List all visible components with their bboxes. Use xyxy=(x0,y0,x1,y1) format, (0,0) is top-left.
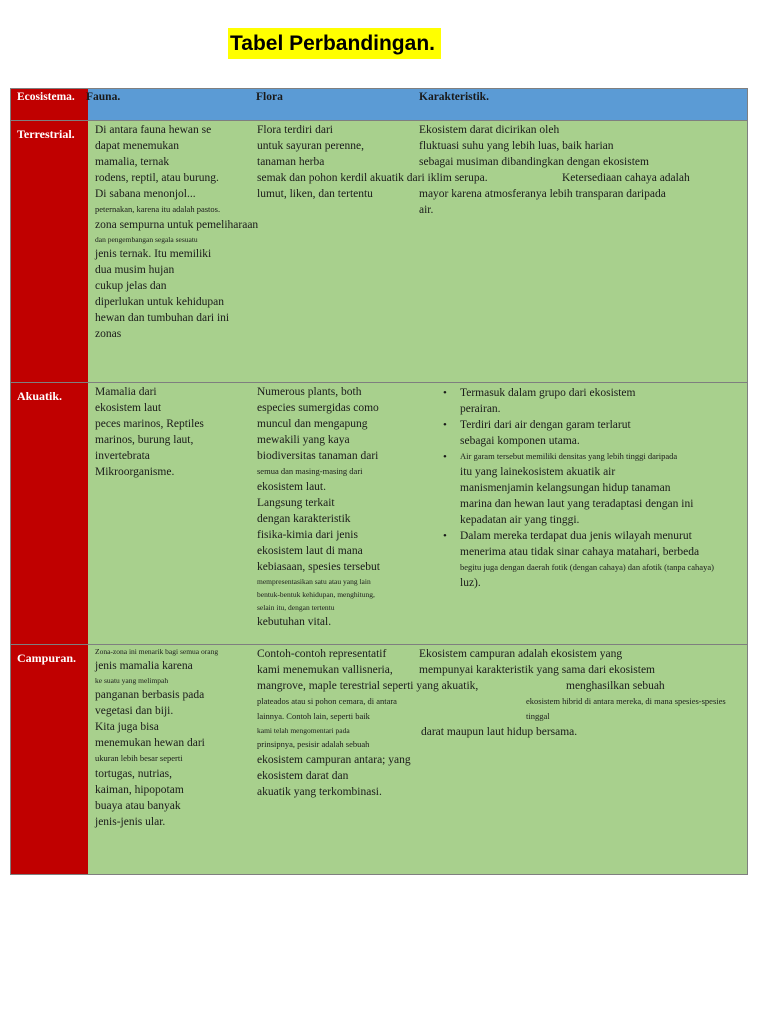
text-line: akuatik yang terkombinasi. xyxy=(257,786,382,798)
text-line: kaiman, hipopotam xyxy=(95,784,184,796)
text-line: mempunyai karakteristik yang sama dari ekosistem xyxy=(419,664,656,676)
text-line: Ekosistem campuran adalah ekosistem yang xyxy=(419,648,623,660)
text-line: untuk sayuran perenne, xyxy=(257,140,364,152)
text-line: ekosistem darat dan xyxy=(257,770,349,782)
text-line: • Terdiri dari air dengan garam terlarut xyxy=(460,419,631,431)
campuran-fauna-text xyxy=(95,645,218,830)
text-line: Ketersediaan cahaya adalah xyxy=(562,172,690,184)
text-line: Di sabana menonjol... xyxy=(95,188,196,200)
text-line: zona sempurna untuk pemeliharaan xyxy=(95,219,259,231)
text-line: tanaman herba xyxy=(257,156,325,168)
bullet-item xyxy=(438,385,714,417)
text-line: ke suatu yang melimpah xyxy=(95,676,169,685)
text-line: biodiversitas tanaman dari xyxy=(257,450,379,462)
terrestrial-karakteristik-text xyxy=(419,122,690,218)
text-line: ekosistem laut di mana xyxy=(257,545,363,557)
text-line: mewakili yang kaya xyxy=(257,434,350,446)
header-flora xyxy=(250,88,414,121)
text-line: mayor karena atmosferanya lebih transparan daripada xyxy=(419,188,666,200)
text-line: kebutuhan vital. xyxy=(257,616,332,628)
text-line: hewan dan tumbuhan dari ini xyxy=(95,312,230,324)
text-line: cukup jelas dan xyxy=(95,280,167,292)
text-line: mangrove, maple terestrial seperti yang akuatik, xyxy=(257,680,479,692)
text-line: air. xyxy=(419,204,434,216)
row-label-text: Terrestrial. xyxy=(17,127,75,141)
bullet-item xyxy=(438,528,714,591)
header-flora-label: Flora xyxy=(256,91,283,103)
campuran-karakteristik-text xyxy=(419,646,748,740)
text-line: kebiasaan, spesies tersebut xyxy=(257,561,380,573)
text-line: zonas xyxy=(95,328,122,340)
bullet-item xyxy=(438,449,714,528)
text-line: • Termasuk dalam grupo dari ekosistem xyxy=(460,387,636,399)
text-line: begitu juga dengan daerah fotik (dengan cahaya) dan afotik (tanpa cahaya) xyxy=(460,562,714,572)
text-line: luz). xyxy=(460,577,481,589)
header-fauna xyxy=(88,88,251,121)
text-line: Mikroorganisme. xyxy=(95,466,175,478)
text-line: mamalia, ternak xyxy=(95,156,170,168)
text-line: Flora terdiri dari xyxy=(257,124,334,136)
row-label-text: Campuran. xyxy=(17,651,77,665)
text-line: kami menemukan vallisneria, xyxy=(257,664,393,676)
text-line: • Dalam mereka terdapat dua jenis wilayah menurut xyxy=(460,530,692,542)
text-line: marinos, burung laut, xyxy=(95,434,194,446)
text-line: marina dan hewan laut yang teradaptasi dengan ini xyxy=(460,498,694,510)
text-line: ekosistem hibrid di antara mereka, di mana spesies-spesies tinggal xyxy=(526,696,726,721)
text-line: sebagai musiman dibandingkan dengan ekosistem xyxy=(419,156,649,168)
header-karakteristik-label: Karakteristik. xyxy=(419,91,489,103)
text-line: Kita juga bisa xyxy=(95,721,159,733)
bullet-list xyxy=(438,385,714,591)
text-line: diperlukan untuk kehidupan xyxy=(95,296,225,308)
text-line: darat maupun laut hidup bersama. xyxy=(421,726,578,738)
text-line: ukuran lebih besar seperti xyxy=(95,753,183,763)
row-label-terrestrial xyxy=(10,121,89,383)
bullet-item xyxy=(438,417,714,449)
text-line: semak dan pohon kerdil akuatik dari iklim serupa. xyxy=(257,172,488,184)
text-line: panganan berbasis pada xyxy=(95,689,205,701)
text-line: Zona-zona ini menarik bagi semua orang xyxy=(95,647,219,656)
text-line: bentuk-bentuk kehidupan, menghitung, xyxy=(257,590,375,599)
text-line: vegetasi dan biji. xyxy=(95,705,174,717)
text-line: prinsipnya, pesisir adalah sebuah xyxy=(257,739,370,749)
text-line: menemukan hewan dari xyxy=(95,737,205,749)
text-line: dapat menemukan xyxy=(95,140,179,152)
text-line: buaya atau banyak xyxy=(95,800,181,812)
text-line: manismenjamin kelangsungan hidup tanaman xyxy=(460,482,671,494)
text-line: rodens, reptil, atau burung. xyxy=(95,172,219,184)
text-line: invertebrata xyxy=(95,450,150,462)
text-line: muncul dan mengapung xyxy=(257,418,368,430)
row-label-campuran xyxy=(10,645,89,875)
text-line: jenis-jenis ular. xyxy=(95,816,166,828)
header-fauna-label: Fauna. xyxy=(86,91,121,103)
row-label-akuatik xyxy=(10,383,89,645)
text-line: Langsung terkait xyxy=(257,497,335,509)
text-line: ekosistem laut. xyxy=(257,481,326,493)
text-line: tortugas, nutrias, xyxy=(95,768,172,780)
text-line: dengan karakteristik xyxy=(257,513,351,525)
row-label-text: Akuatik. xyxy=(17,389,63,403)
header-karakteristik xyxy=(413,88,748,121)
akuatik-karakteristik-list xyxy=(438,385,714,591)
text-line: semua dan masing-masing dari xyxy=(257,466,363,476)
text-line: peternakan, karena itu adalah pastos. xyxy=(95,204,221,214)
text-line: especies sumergidas como xyxy=(257,402,379,414)
text-line: selain itu, dengan tertentu xyxy=(257,603,335,612)
text-line: menerima atau tidak sinar cahaya matahari, berbeda xyxy=(460,546,700,558)
text-line: kepadatan air yang tinggi. xyxy=(460,514,580,526)
text-line: peces marinos, Reptiles xyxy=(95,418,204,430)
text-line: perairan. xyxy=(460,403,501,415)
text-line: kami telah mengomentari pada xyxy=(257,726,350,735)
text-line: ekosistem campuran antara; yang xyxy=(257,754,411,766)
document-title: Tabel Perbandingan. xyxy=(228,28,441,59)
text-line: Contoh-contoh representatif xyxy=(257,648,387,660)
terrestrial-fauna-text xyxy=(95,122,258,342)
text-line: Mamalia dari xyxy=(95,386,157,398)
text-line: itu yang lainekosistem akuatik air xyxy=(460,466,616,478)
akuatik-flora-text xyxy=(257,384,380,630)
text-line: • Air garam tersebut memiliki densitas yang lebih tinggi daripada xyxy=(460,451,678,461)
header-ecosistema-label: Ecosistema. xyxy=(17,91,75,103)
text-line: mempresentasikan satu atau yang lain xyxy=(257,577,371,586)
text-line: dan pengembangan segala sesuatu xyxy=(95,235,198,244)
text-line: sebagai komponen utama. xyxy=(460,435,580,447)
text-line: lainnya. Contoh lain, seperti baik xyxy=(257,711,370,721)
text-line: dua musim hujan xyxy=(95,264,175,276)
text-line: fisika-kimia dari jenis xyxy=(257,529,358,541)
header-ecosistema xyxy=(10,88,89,121)
text-line: Ekosistem darat dicirikan oleh xyxy=(419,124,560,136)
text-line: jenis mamalia karena xyxy=(95,660,193,672)
text-line: plateados atau si pohon cemara, di antara xyxy=(257,696,397,706)
comparison-table xyxy=(10,88,748,875)
text-line: fluktuasi suhu yang lebih luas, baik harian xyxy=(419,140,614,152)
text-line: jenis ternak. Itu memiliki xyxy=(95,248,212,260)
text-line: Di antara fauna hewan se xyxy=(95,124,212,136)
text-line: ekosistem laut xyxy=(95,402,162,414)
akuatik-fauna-text xyxy=(95,384,204,480)
text-line: Numerous plants, both xyxy=(257,386,362,398)
text-line: lumut, liken, dan tertentu xyxy=(257,188,373,200)
text-line: menghasilkan sebuah xyxy=(566,680,665,692)
